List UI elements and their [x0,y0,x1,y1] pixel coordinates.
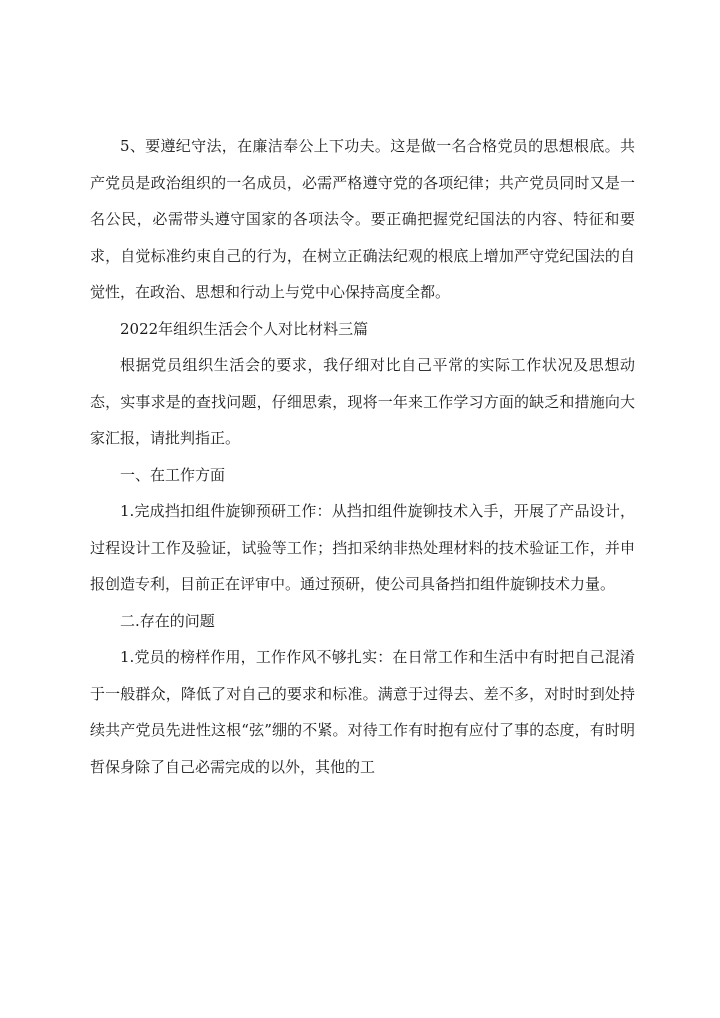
document-body [90,128,635,785]
paragraph-discipline: 5、要遵纪守法，在廉洁奉公上下功夫。这是做一名合格党员的思想根底。共产党员是政治组织的一名成员，必需严格遵守党的各项纪律；共产党员同时又是一名公民，必需带头遵守国家的各项法令。要正确把握党纪国法的内容、特征和要求，自觉标准约束自己的行为，在树立正确法纪观的根底上增加严守党纪国法的自觉性，在政治、思想和行动上与党中心保持高度全都。 [90,137,635,301]
paragraph-work-item-1: 1.完成挡扣组件旋铆预研工作：从挡扣组件旋铆技术入手，开展了产品设计，过程设计工作及验证，试验等工作；挡扣采纳非热处理材料的技术验证工作，并申报创造专利，目前正在评审中。通过预研，使公司具备挡扣组件旋铆技术力量。 [90,502,635,593]
document-title: 2022年组织生活会个人对比材料三篇 [120,319,369,338]
section-heading-work: 一、在工作方面 [120,465,226,484]
paragraph-intro: 根据党员组织生活会的要求，我仔细对比自己平常的实际工作状况及思想动态，实事求是的查找问题，仔细思索，现将一年来工作学习方面的缺乏和措施向大家汇报，请批判指正。 [90,356,635,447]
paragraph-problem-item-1: 1.党员的榜样作用，工作作风不够扎实：在日常工作和生活中有时把自己混淆于一般群众，降低了对自己的要求和标准。满意于过得去、差不多，对时时到处持续共产党员先进性这根“弦”绷的不紧。对待工作有时抱有应付了事的态度，有时明哲保身除了自己必需完成的以外，其他的工 [90,648,635,776]
section-heading-problems: 二.存在的问题 [120,611,215,630]
